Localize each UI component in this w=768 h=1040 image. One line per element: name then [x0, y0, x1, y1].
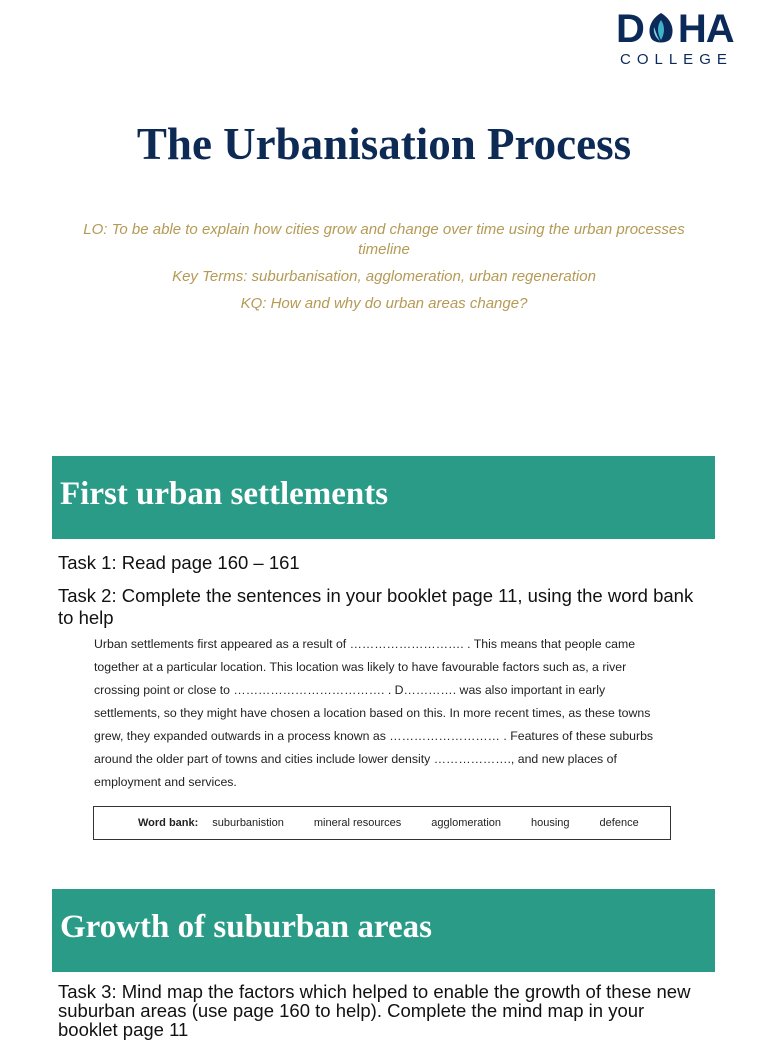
doha-college-logo [616, 8, 756, 72]
section-heading: First urban settlements [60, 476, 389, 512]
logo-text-right: HA [677, 7, 734, 51]
logo-subtitle: COLLEGE [620, 51, 733, 68]
page-title: The Urbanisation Process [136, 119, 632, 169]
word-bank-item: suburbanistion [212, 817, 284, 829]
key-terms: Key Terms: suburbanisation, agglomeration, urban regeneration [172, 268, 596, 285]
word-bank-item: agglomeration [431, 817, 501, 829]
learning-objective: LO: To be able to explain how cities grow and change over time using the urban processes timeline [83, 221, 685, 258]
word-bank-label: Word bank: [138, 817, 199, 829]
logo-text-left: D [616, 7, 644, 51]
word-bank [93, 806, 671, 840]
logo-flame-icon [645, 11, 677, 47]
logo-wordmark [616, 8, 756, 50]
cloze-passage: Urban settlements first appeared as a result of ………………………. . This means that people came together at a particular location. This location was likely to have favourable factors such as, a river crossing point or close to ………………………………. . D…………. was also important in early settlements, so they might have chosen a location based on this. In more recent times, as these towns grew, they expanded outwards in a process known as ……………………… . Features of these suburbs around the older part of towns and cities include lower density ………………., and new places of employment and services. [94, 637, 654, 789]
learning-objectives [70, 220, 698, 321]
key-question: KQ: How and why do urban areas change? [240, 295, 528, 312]
word-bank-item: housing [531, 817, 570, 829]
task-3: Task 3: Mind map the factors which helped to enable the growth of these new suburban areas (use page 160 to help). Complete the mind map in your booklet page 11 [58, 981, 691, 1040]
section-heading: Growth of suburban areas [60, 909, 432, 945]
word-bank-item: defence [599, 817, 639, 829]
section-header-growth-of-suburban-areas [52, 889, 715, 972]
task-1: Task 1: Read page 160 – 161 [58, 552, 300, 573]
word-bank-item: mineral resources [313, 817, 402, 829]
task-2: Task 2: Complete the sentences in your booklet page 11, using the word bank to help [58, 585, 694, 628]
section-header-first-urban-settlements [52, 456, 715, 539]
